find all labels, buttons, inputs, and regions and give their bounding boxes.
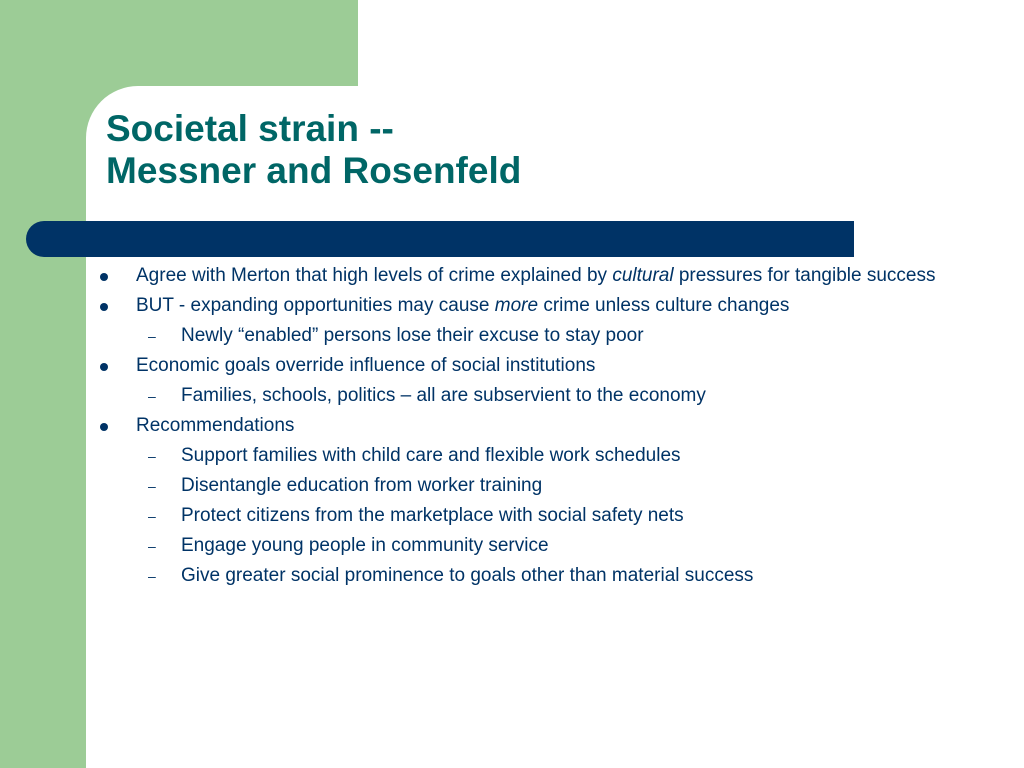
dash-icon: – (148, 538, 156, 554)
sub-bullet-text: Protect citizens from the marketplace with social safety nets (181, 505, 684, 526)
bullet-dot-icon (100, 273, 108, 281)
sub-bullet-text: Newly “enabled” persons lose their excuse to stay poor (181, 325, 644, 346)
sub-bullet-item (98, 324, 958, 348)
bullet-dot-icon (100, 423, 108, 431)
bullet-text: Economic goals override influence of social institutions (136, 355, 596, 376)
sub-bullet-item (98, 444, 958, 468)
bullet-item-recommendations (98, 414, 958, 438)
sub-bullet-text: Disentangle education from worker training (181, 475, 543, 496)
sub-bullet-item (98, 474, 958, 498)
title-divider-bar (26, 221, 854, 257)
title-line-1: Societal strain -- (106, 108, 394, 149)
sub-bullet-item (98, 564, 958, 588)
sub-bullet-item (98, 534, 958, 558)
bullet-dot-icon (100, 363, 108, 371)
bullet-item-opportunities (98, 294, 958, 318)
dash-icon: – (148, 328, 156, 344)
sub-bullet-item (98, 504, 958, 528)
dash-icon: – (148, 388, 156, 404)
dash-icon: – (148, 508, 156, 524)
dash-icon: – (148, 448, 156, 464)
bullet-text: pressures for tangible success (673, 265, 936, 286)
bullet-list (98, 264, 958, 594)
bullet-item-economic-goals (98, 354, 958, 378)
bullet-text: Recommendations (136, 415, 295, 436)
bullet-dot-icon (100, 303, 108, 311)
sub-bullet-text: Engage young people in community service (181, 535, 549, 556)
bullet-text: BUT - expanding opportunities may cause (136, 295, 495, 316)
sub-bullet-text: Support families with child care and flexible work schedules (181, 445, 681, 466)
emphasis-text: more (494, 295, 539, 316)
title-line-2: Messner and Rosenfeld (106, 150, 522, 191)
bullet-text: Agree with Merton that high levels of crime explained by (136, 265, 613, 286)
sub-bullet-item (98, 384, 958, 408)
emphasis-text: cultural (612, 265, 674, 286)
dash-icon: – (148, 568, 156, 584)
slide-title (106, 108, 521, 192)
dash-icon: – (148, 478, 156, 494)
sub-bullet-text: Give greater social prominence to goals other than material success (181, 565, 754, 586)
bullet-item-merton (98, 264, 958, 288)
bullet-text: crime unless culture changes (538, 295, 790, 316)
sub-bullet-text: Families, schools, politics – all are subservient to the economy (181, 385, 706, 406)
